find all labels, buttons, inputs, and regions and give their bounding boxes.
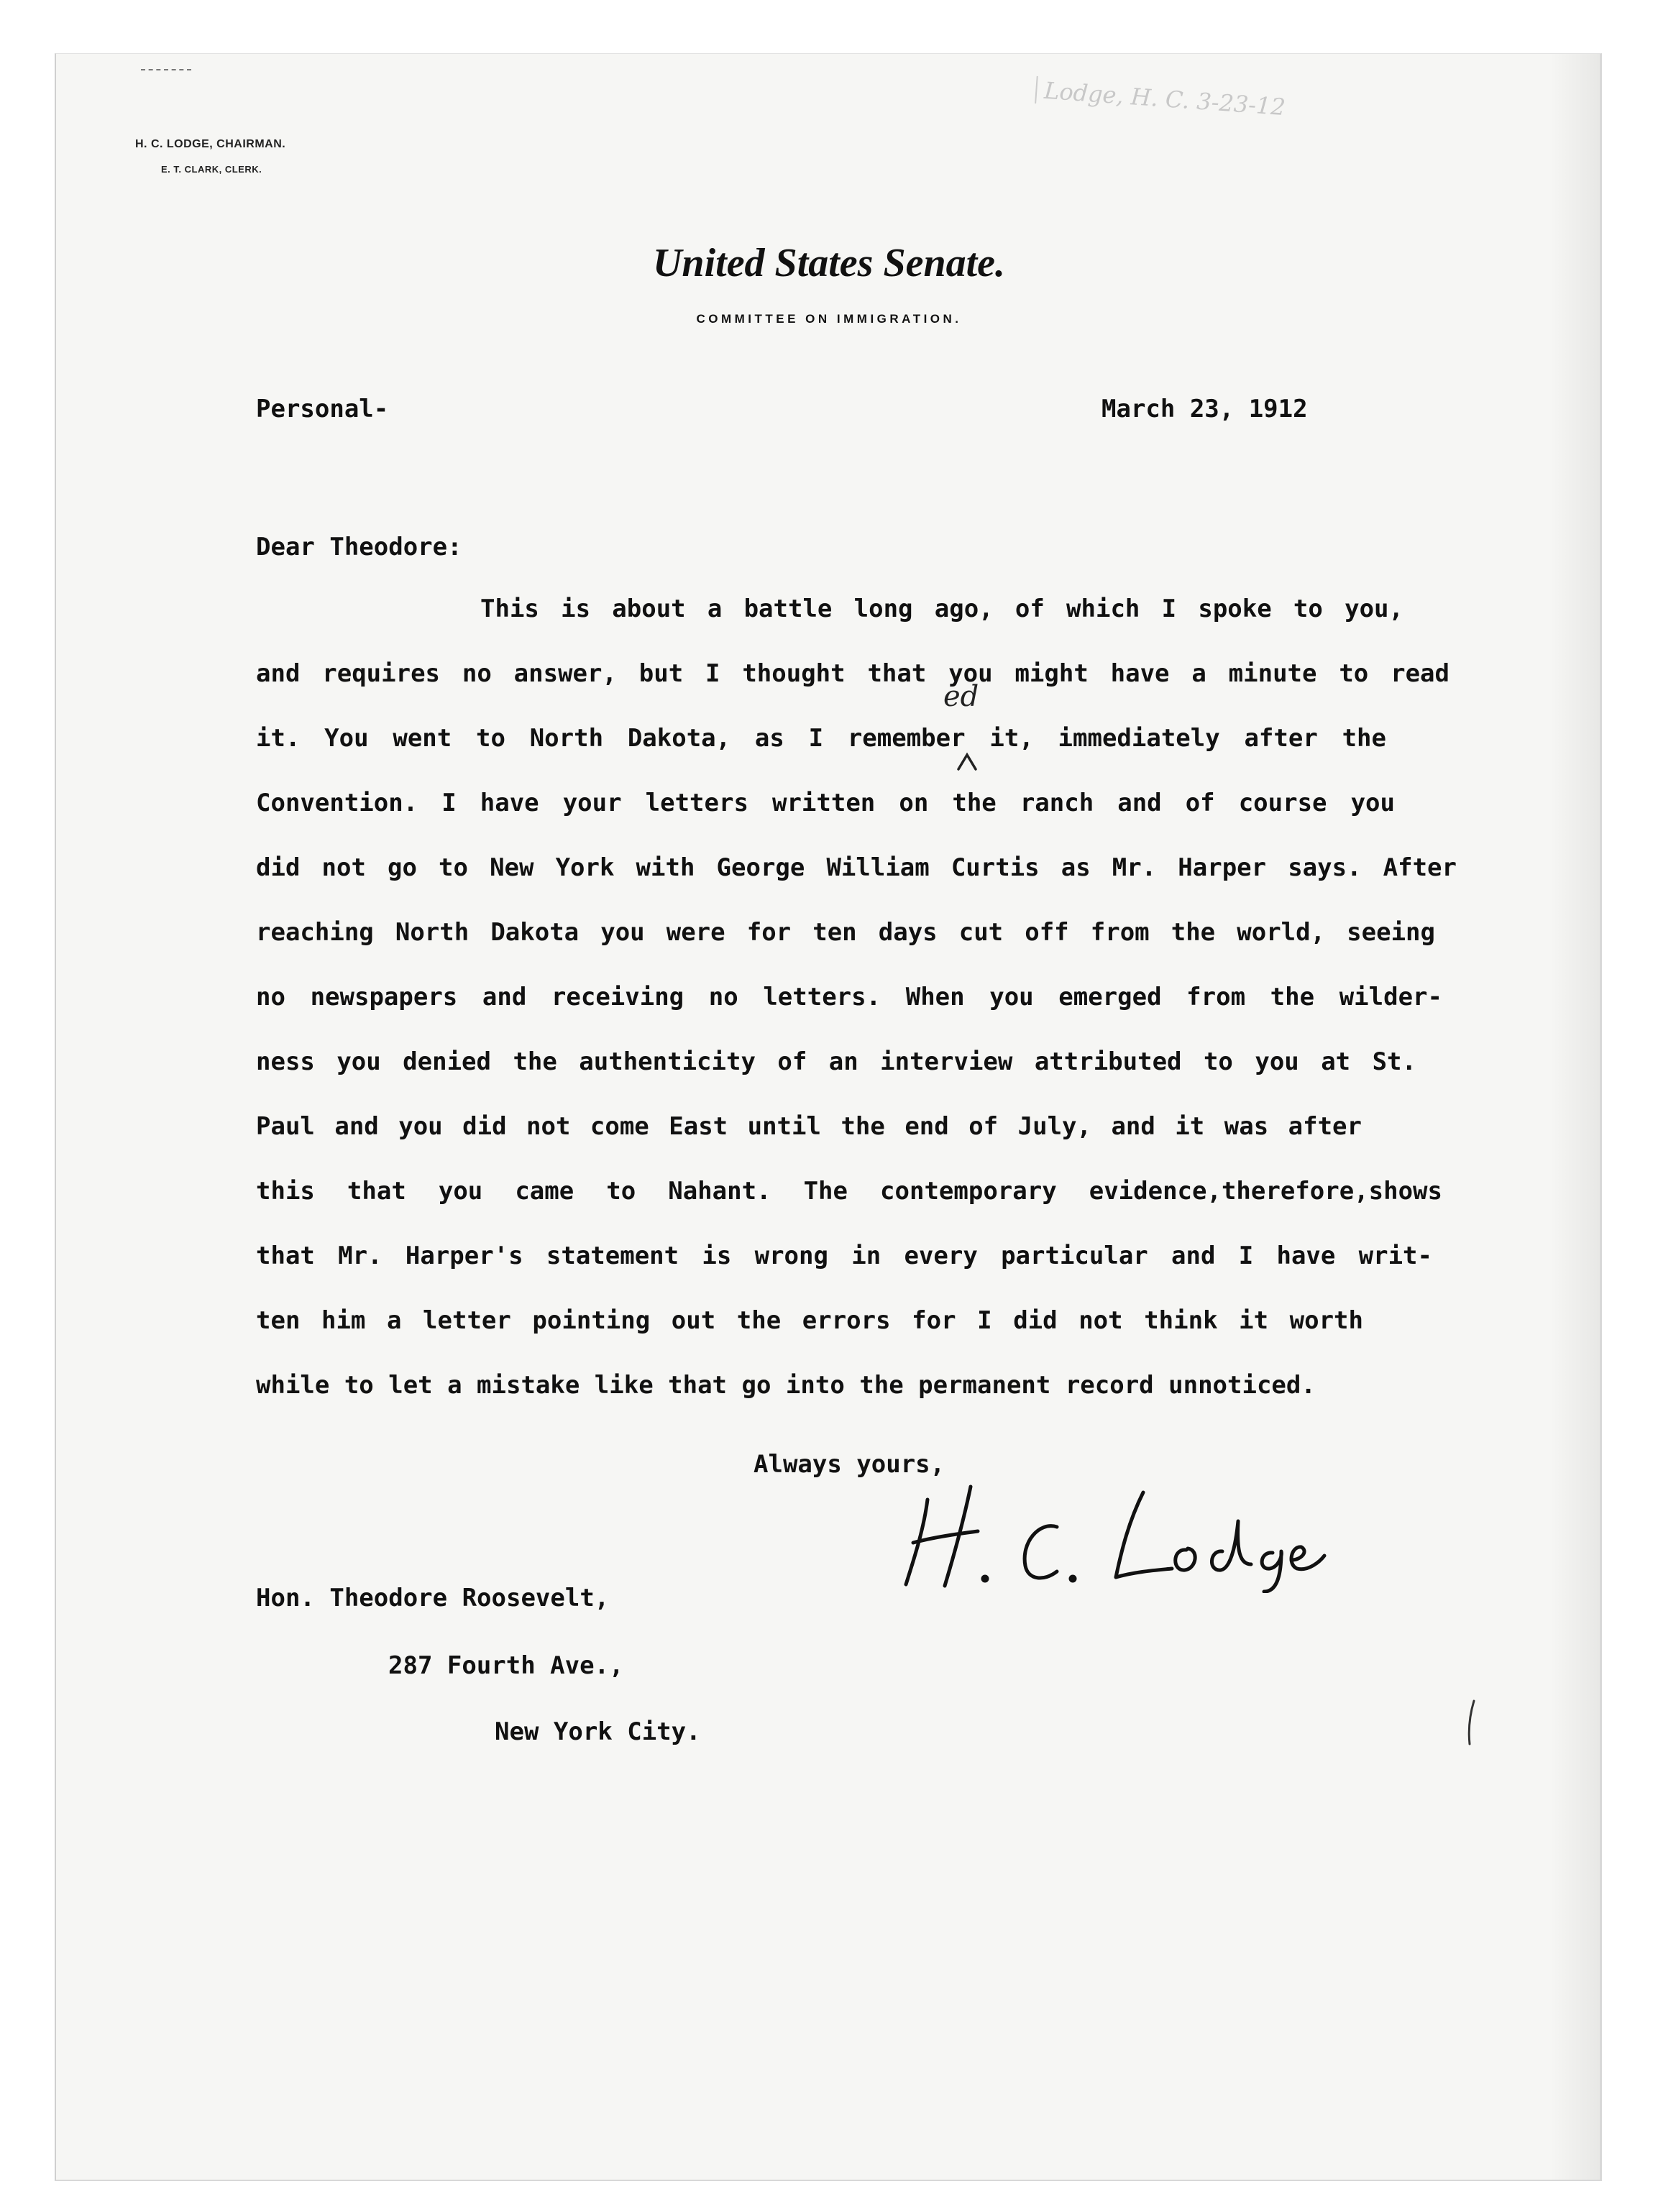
handwritten-correction: ed [943,680,979,713]
body-line: and requires no answer, but I thought that you might have a minute to read [256,659,1449,688]
body-line: ness you denied the authenticity of an interview attributed to you at St. [256,1047,1416,1076]
letterhead-committee: COMMITTEE ON IMMIGRATION. [696,312,962,326]
archival-margin-note: Lodge, H. C. 3-23-12 [1035,76,1286,121]
body-line: Paul and you did not come East until the end of July, and it was after [256,1112,1362,1141]
signature [884,1471,1345,1593]
body-line: that Mr. Harper's statement is wrong in every particular and I have writ- [256,1242,1432,1270]
body-line: it. You went to North Dakota, as I remember it, immediately after the [256,724,1386,753]
body-line: This is about a battle long ago, of which I spoke to you, [480,595,1403,623]
letter-date: March 23, 1912 [1101,395,1308,423]
body-line: while to let a mistake like that go into the permanent record unnoticed. [256,1371,1316,1400]
body-line: this that you came to Nahant. The contemporary evidence,therefore,shows [256,1177,1442,1206]
letterhead-title: United States Senate. [652,241,1006,285]
recipient-street: 287 Fourth Ave., [388,1651,624,1680]
body-line: reaching North Dakota you were for ten days cut off from the world, seeing [256,918,1435,947]
signature-drawing [884,1471,1345,1593]
recipient-city: New York City. [495,1717,701,1746]
letterhead-chairman: H. C. LODGE, CHAIRMAN. [135,138,286,150]
body-line: Convention. I have your letters written on the ranch and of course you [256,789,1395,817]
salutation: Dear Theodore: [256,533,462,561]
pencil-mark-icon [1464,1698,1478,1748]
closing: Always yours, [754,1450,945,1479]
body-line: did not go to New York with George William Curtis as Mr. Harper says. After [256,853,1457,882]
body-line: ten him a letter pointing out the errors for I did not think it worth [256,1306,1363,1335]
top-left-mark [141,69,191,75]
letterhead-clerk: E. T. CLARK, CLERK. [161,164,262,175]
personal-label: Personal- [256,395,389,423]
insertion-caret-icon [956,752,978,771]
body-line: no newspapers and receiving no letters. When you emerged from the wilder- [256,983,1442,1011]
recipient-name: Hon. Theodore Roosevelt, [256,1584,610,1612]
